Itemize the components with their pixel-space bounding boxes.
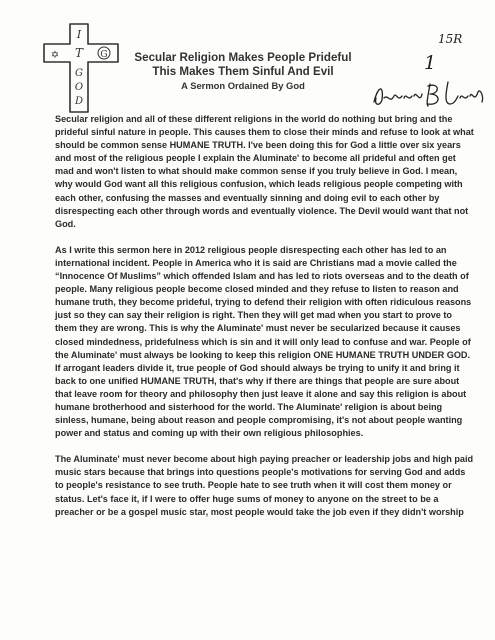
logo-letter-4: O	[74, 82, 84, 93]
paragraph: Secular religion and all of these different religions in the world do nothing but bring and the prideful sinful nature in people. This causes them to close their minds and refuse to look at what should be common sense HUMANE TRUTH. I've been doing this for God a little over six years and most of the religious people I explain the Aluminate' to become all prideful and often get mad and won't listen to what should make common sense if you truly believe in God. I mean, why would God want all this religious confusion, which leads religious people competing with each other, confusing the masses and eventually sinning and doing evil to each other by disrespecting each other through words and eventually violence. The Devil would want that not God.	[55, 114, 474, 229]
title-line-2: This Makes Them Sinful And Evil	[152, 65, 334, 78]
paragraph: The Aluminate' must never become about high paying preacher or leadership jobs and high paid music stars because that brings into questions people's motivations for serving God and adds to people's resistance to see truth. People hate to see truth when it will cost them money or status. Let's face it, if I were to offer huge sums of money to anyone on the street to be a preacher or be a gospel music star, most people would take the job even if they didn't worship	[55, 454, 474, 517]
sermon-body	[55, 113, 475, 532]
signature-image	[370, 76, 488, 112]
page-number: 1	[424, 52, 437, 74]
subtitle: A Sermon Ordained By God	[181, 80, 305, 91]
sermon-header	[128, 51, 358, 92]
handwritten-code: 15R	[438, 32, 463, 46]
paragraph: As I write this sermon here in 2012 religious people disrespecting each other has led to an international incident. People in America who it is said are Christians mad a movie called the “Innocence Of Muslims” which offended Islam and has led to riots overseas and to the death of people. Many religious people become closed minded and they refuse to listen to reason and humane truth, they become prideful, trying to defend their religion with often ridiculous reasons just so they can say their religion is right. Then they will get mad when you start to prove to them they are wrong. This is why the Aluminate' must never be secularized because it causes closed mindedness, pridefulness which is sin and it will only lead to confuse and war. People of the Aluminate' must always be looking to keep this religion ONE HUMANE TRUTH UNDER GOD. If arrogant leaders divide it, true people of God should always be trying to unify it and bring it back to one unified HUMANE TRUTH, that's why if there are things that people are sure about that leave room for theory and philosophy then just leave it alone and say this religion is about humane brotherhood and sisterhood for the world. The Aluminate' religion is about being sinless, humane, being about reason and people compromising, it's not about people wanting power and status and coming up with their own religious philosophies.	[55, 244, 472, 439]
star-of-david-icon: ✡	[50, 50, 60, 61]
logo-letter-2: T	[74, 46, 84, 60]
circle-g-icon: G	[100, 50, 108, 60]
cross-logo-icon	[40, 22, 122, 114]
logo-letter-5: D	[74, 96, 84, 107]
title-line-1: Secular Religion Makes People Prideful	[134, 51, 352, 64]
logo-letter-1: I	[76, 28, 82, 41]
logo-letter-3: G	[75, 68, 83, 79]
